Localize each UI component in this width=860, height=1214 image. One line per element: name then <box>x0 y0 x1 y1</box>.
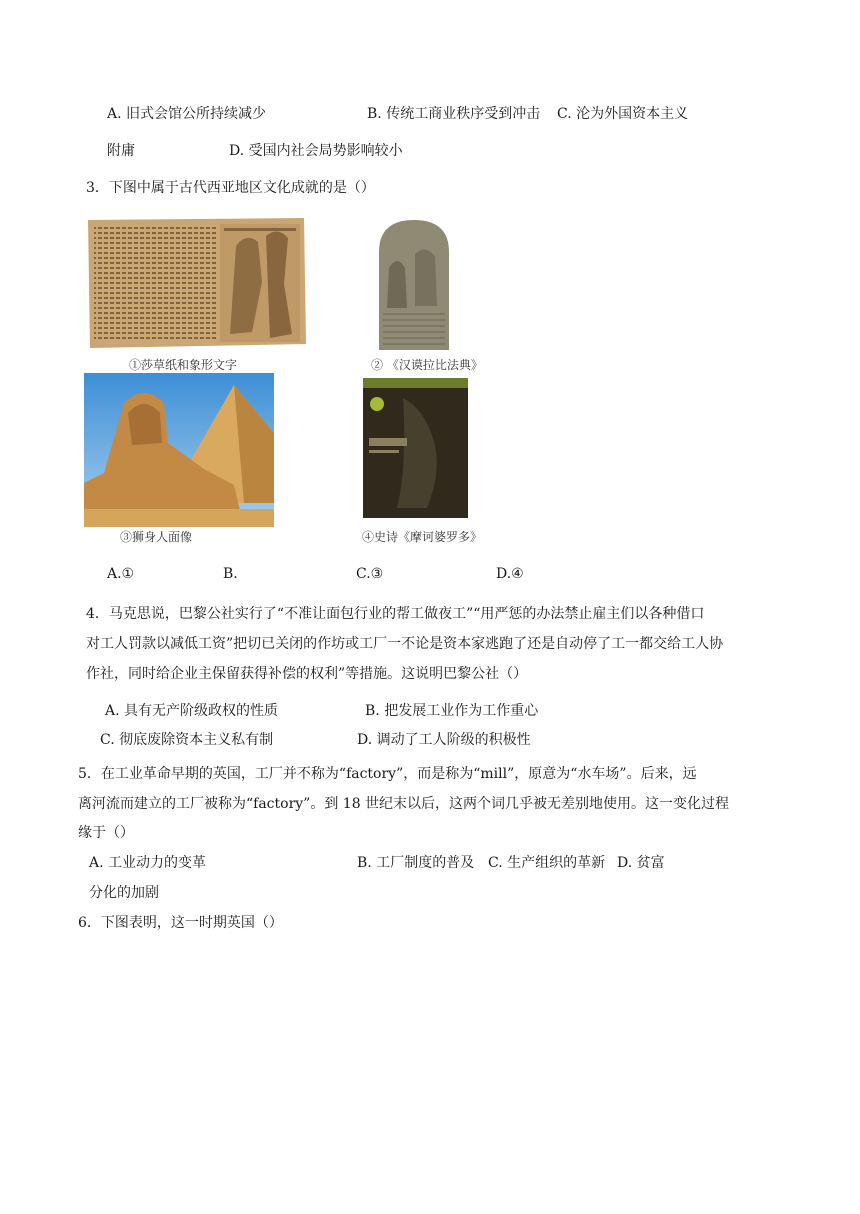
q4-option-d: D. 调动了工人阶级的积极性 <box>357 732 531 748</box>
q5-stem-line-1: 5．在工业革命早期的英国，工厂并不称为“factory”，而是称为“mill”，原意为“水车场”。后来，远 <box>78 766 697 782</box>
q2-option-c: C. 沦为外国资本主义 <box>557 106 689 122</box>
papyrus-hieroglyphs-image <box>86 216 308 350</box>
q2-option-a: A. 旧式会馆公所持续减少 <box>107 106 267 122</box>
hammurabi-stele-image <box>373 218 455 350</box>
q3-option-a: A.① <box>107 566 135 582</box>
sphinx-pyramid-image <box>84 373 274 527</box>
q4-stem-line-3: 作社，同时给企业主保留获得补偿的权利”等措施。这说明巴黎公社（） <box>86 666 528 682</box>
q5-option-d-continued: 分化的加剧 <box>89 885 159 901</box>
caption-hammurabi: ② 《汉谟拉比法典》 <box>371 358 483 372</box>
caption-mahabharata: ④史诗《摩诃婆罗多》 <box>362 530 483 544</box>
q3-option-c: C.③ <box>356 566 384 582</box>
q4-stem-line-1: 4．马克思说，巴黎公社实行了“不准让面包行业的帮工做夜工”“用严惩的办法禁止雇主们以各种借口 <box>86 606 705 622</box>
q5-stem-line-2: 离河流而建立的工厂被称为“factory”。到 18 世纪末以后，这两个词几乎被无差别地使用。这一变化过程 <box>78 796 730 812</box>
q5-stem-line-3: 缘于（） <box>78 825 134 841</box>
q2-option-b: B. 传统工商业秩序受到冲击 <box>367 106 541 122</box>
q4-option-a: A. 具有无产阶级政权的性质 <box>105 703 279 719</box>
caption-sphinx: ③狮身人面像 <box>120 530 193 544</box>
q4-option-b: B. 把发展工业作为工作重心 <box>365 703 539 719</box>
q4-option-c: C. 彻底废除资本主义私有制 <box>100 732 274 748</box>
q2-option-d: D. 受国内社会局势影响较小 <box>229 143 403 159</box>
q3-option-d: D.④ <box>496 566 524 582</box>
q5-option-d: D. 贫富 <box>617 855 665 871</box>
mahabharata-book-image <box>363 378 468 518</box>
q3-option-b: B. <box>223 566 238 582</box>
q3-stem: 3．下图中属于古代西亚地区文化成就的是（） <box>86 180 375 196</box>
caption-papyrus: ①莎草纸和象形文字 <box>129 358 238 372</box>
q2-option-c-continued: 附庸 <box>107 143 135 159</box>
q5-option-b: B. 工厂制度的普及 <box>357 855 475 871</box>
q5-option-c: C. 生产组织的革新 <box>488 855 606 871</box>
q6-stem: 6．下图表明，这一时期英国（） <box>78 915 283 931</box>
q5-option-a: A. 工业动力的变革 <box>89 855 207 871</box>
q4-stem-line-2: 对工人罚款以减低工资”把切已关闭的作坊或工厂一不论是资本家逃跑了还是自动停了工一都交给工人协 <box>86 636 724 652</box>
